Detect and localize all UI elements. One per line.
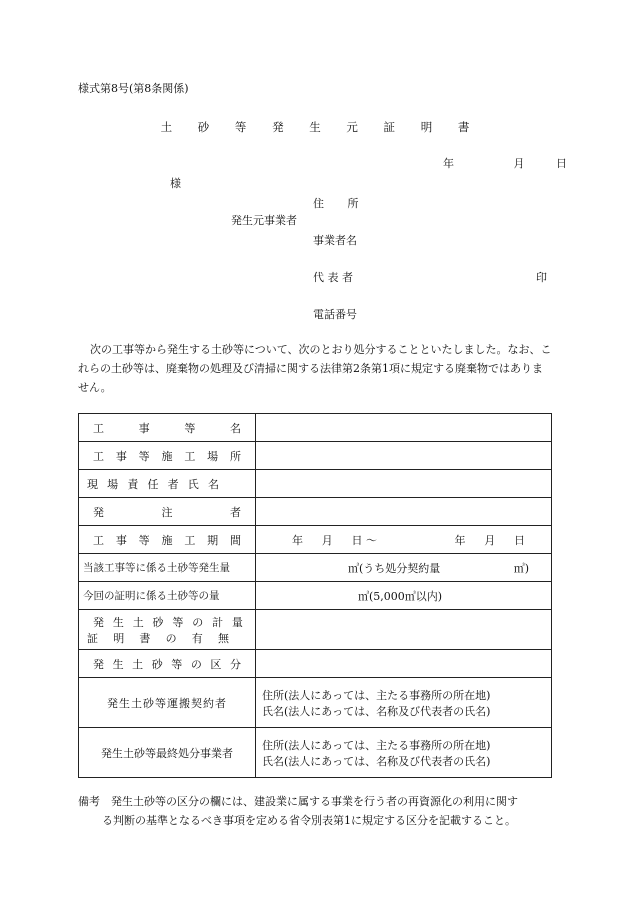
table-row (79, 610, 552, 650)
date-month: 月 (513, 157, 525, 170)
table-row (79, 554, 552, 582)
row-label: 工 事 等 施 工 期 間 (79, 526, 256, 554)
form-number: 様式第8号(第8条関係) (78, 82, 189, 95)
phone-label: 電話番号 (313, 308, 357, 321)
document-title: 土 砂 等 発 生 元 証 明 書 (160, 120, 481, 134)
row-label: 発生土砂等運搬契約者 (79, 678, 256, 728)
row-label: 工 事 等 名 (79, 414, 256, 442)
business-name-label: 事業者名 (313, 234, 357, 247)
declaration-text: 次の工事等から発生する土砂等について、次のとおり処分することといたしました。なお、これらの土砂等は、廃棄物の処理及び清掃に関する法律第2条第1項に規定する廃棄物ではありません。 (78, 343, 552, 394)
row-label: 発 生 土 砂 等 の 区 分 (79, 650, 256, 678)
issuer-label: 発生元事業者 (231, 214, 297, 227)
row-label: 発 注 者 (79, 498, 256, 526)
soil-category-field[interactable] (256, 650, 552, 678)
seal-mark: 印 (536, 271, 547, 284)
date-year: 年 (443, 157, 454, 170)
representative-label: 代 表 者 (313, 271, 353, 284)
row-label: 今回の証明に係る土砂等の量 (79, 582, 256, 610)
row-label: 現 場 責 任 者 氏 名 (79, 470, 256, 498)
row-label: 工 事 等 施 工 場 所 (79, 442, 256, 470)
table-row (79, 582, 552, 610)
row-label: 当該工事等に係る土砂等発生量 (79, 554, 256, 582)
construction-site-field[interactable] (256, 442, 552, 470)
table-row (79, 728, 552, 778)
table-row (79, 498, 552, 526)
table-row (79, 650, 552, 678)
site-manager-field[interactable] (256, 470, 552, 498)
table-row (79, 526, 552, 554)
date-line (443, 155, 567, 171)
certificate-table (78, 413, 552, 778)
remarks-line2: る判断の基準となるべき事項を定める省令別表第1に規定する区分を記載すること。 (102, 814, 516, 827)
table-row (79, 678, 552, 728)
row-label: 発 生 土 砂 等 の 計 量 証 明 書 の 有 無 (79, 610, 256, 650)
row-label: 発生土砂等最終処分事業者 (79, 728, 256, 778)
soil-volume-field[interactable]: ㎥(うち処分契約量 ㎥) (256, 554, 552, 582)
remarks (78, 792, 558, 830)
transport-contractor-field[interactable]: 住所(法人にあっては、主たる事務所の所在地) 氏名(法人にあっては、名称及び代表者の氏名) (256, 678, 552, 728)
construction-period-field[interactable]: 年 月 日 ～ 年 月 日 (256, 526, 552, 554)
final-disposal-field[interactable]: 住所(法人にあっては、主たる事務所の所在地) 氏名(法人にあっては、名称及び代表者の氏名) (256, 728, 552, 778)
table-row (79, 414, 552, 442)
table-row (79, 470, 552, 498)
addressee-suffix: 様 (170, 177, 181, 190)
remarks-line1: 備考 発生土砂等の区分の欄には、建設業に属する事業を行う者の再資源化の利用に関す (78, 795, 518, 808)
table-row (79, 442, 552, 470)
construction-name-field[interactable] (256, 414, 552, 442)
address-label: 住 所 (313, 197, 369, 210)
measurement-cert-field[interactable] (256, 610, 552, 650)
certified-volume-field[interactable]: ㎥(5,000㎥以内) (256, 582, 552, 610)
client-field[interactable] (256, 498, 552, 526)
date-day: 日 (556, 157, 567, 170)
